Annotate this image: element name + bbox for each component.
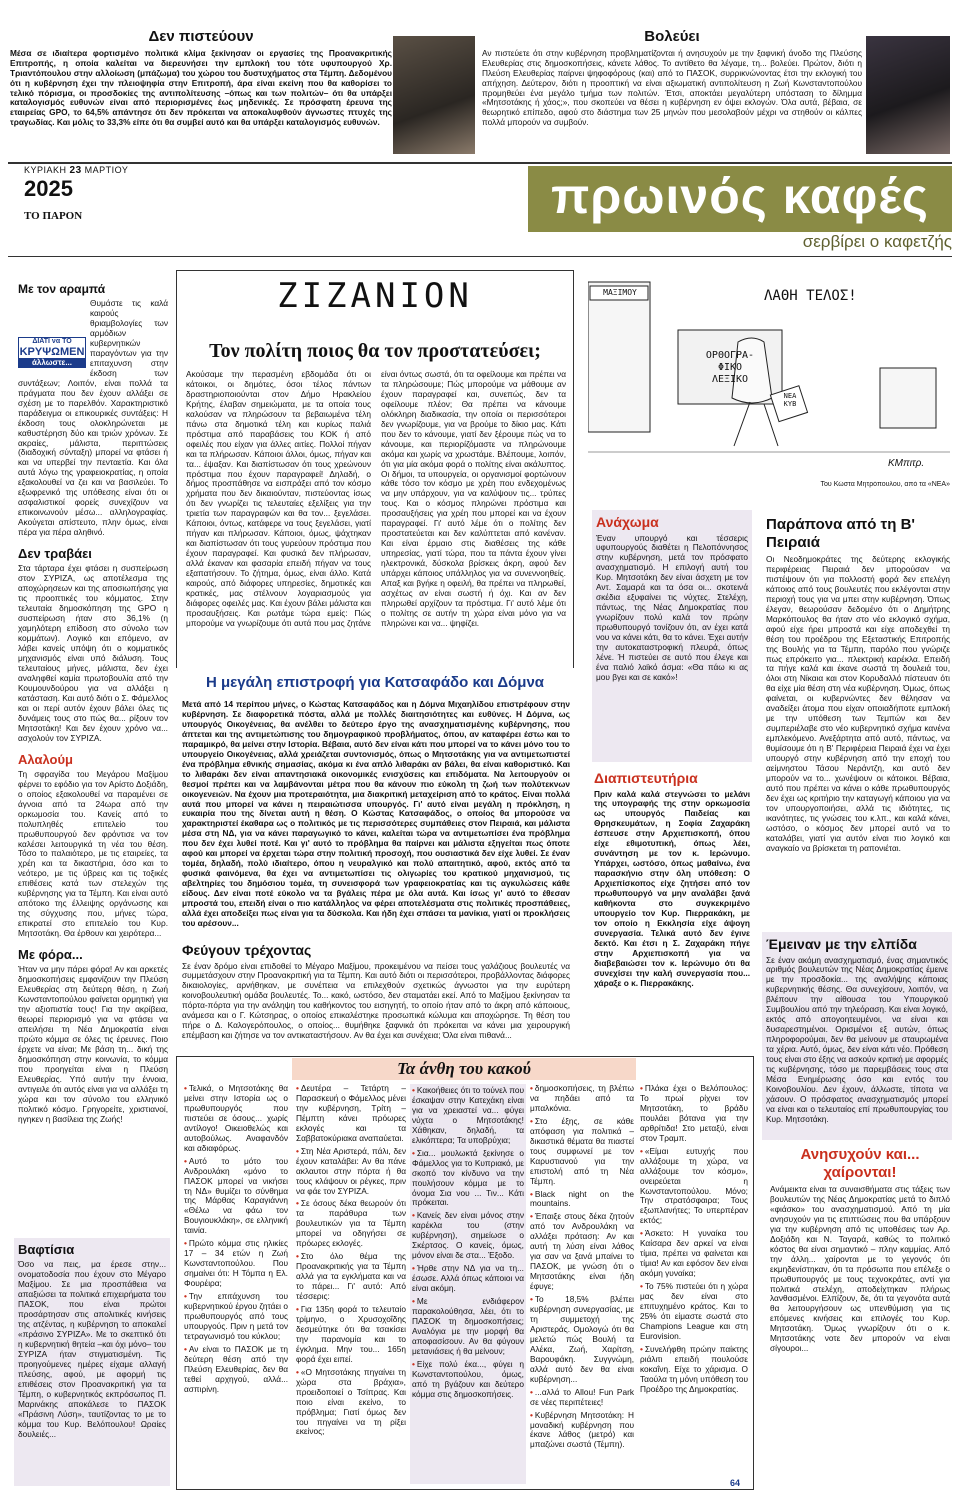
anthi-item: • Με ενδιάφερον παρακολούθησα, λέει, ότι το ΠΑΣΟΚ τη δημοσκοπήσεις; Αναλόγια με την μορφή θα αποφασίσουν. Αν θα φύγουν μετανιάσεις ή θα μείνουν;	[412, 1297, 524, 1357]
anthi-item: • Αν είναι το ΠΑΣΟΚ με τη δεύτερη θέση από την Πλεύση Ελευθερίας, δεν θα τεθεί αρχηγού, αλλά... ασπιρίνη.	[184, 1345, 288, 1395]
masthead-year: 2025	[24, 175, 73, 201]
cartoon-bag-line: ΝΕΑ	[783, 392, 797, 400]
cartoon-bag-line: ΚΥΒ	[783, 400, 797, 409]
anthi-title-bar	[292, 1058, 636, 1080]
parapona-column	[766, 516, 950, 916]
section-title: Έμειναν με την ελπίδα	[766, 936, 917, 952]
zizanion-headline: Τον πολίτη ποιος θα τον προστατεύσει;	[209, 340, 541, 362]
masthead-month: ΜΑΡΤΙΟΥ	[84, 165, 129, 175]
anthi-item: • Ήρθε στην ΝΔ για να τη... έσωσε. Αλλά όπως κάποιοι να είναι ακόμη.	[412, 1264, 524, 1294]
section-title: Ανάχωμα	[596, 514, 659, 530]
anthi-item: • «Ο Μητσοτάκης πηγαίνει τη χώρα στα βράχια», προειδοποιεί ο Τσίπρας. Και ποιο είναι εκείνο, το πρόβλημα; Γιατί όμως δεν του πηγαίνει να τη ρίξει εκείνος;	[296, 1368, 406, 1438]
cartoon-book-line: ΛΕΞΙΚΟ	[711, 374, 749, 385]
page-number: 64	[730, 1478, 741, 1488]
section-text: Στα τάρταρα έχει φτάσει η συσπείρωση στον ΣΥΡΙΖΑ, ως αποτέλεσμα της αποχώρησεων και της αποσιωπήσης για τις προοπτικές του κόμματος. Στην τελευταία δημοσκόπηση της GPO η συσπείρωση ήταν στο 36,1% (η χαμηλότερη επίδοση στο σύνολο των κομμάτων). Λογικό και επόμενο, αν λάβει κανείς υπόψη ότι ο κομματικός μηχανισμός είναι υπό διάλυση. Τους τελευταίους μήνες, μάλιστα, δεν έχει αναληφθεί καμία πρωτοβουλία από την Κουμουνδούρου για να αλλάξει η κατάσταση. Και αυτό διότι ο Σ. Φάμελλος και οι περί αυτόν έχουν βάλει όλες τις δυνάμεις τους στο πώς θα... ρίξουν τον Μητσοτάκη! Και δεν έχουν χρόνο να... ασχολούν τον ΣΥΡΙΖΑ.	[18, 563, 168, 743]
anthi-item: • Στη Νέα Αριστερά, πάλι, δεν έχουν καταλάβει: Αν θα πάνε ακλαυτοι στην πόρτα ή θα τους κλάψουν οι ρέγκες, πριν να φάε τον ΣΥΡΙΖΑ.	[296, 1147, 406, 1197]
anthi-column-4	[530, 1084, 634, 1484]
section-text: Οι Νεοδημοκράτες της δεύτερης εκλογικής περιφέρειας Πειραιά δεν μπορούσαν να πιστέψουν ότι για πολλοστή φορά δεν επελέγη κάποιος από τους βουλευτές που εκλέγονται στην περιοχή τους για να μπει στην κυβέρνηση. Όπως έλεγαν, θεωρούσαν δεδομένο ότι ο Δημήτρης Μαρκόπουλος θα ήταν στο νέο εκλογικό σχήμα, αφού είχε ήρει μπροστά και είχε αποδεχθεί τη θέση του προέδρου της Εξεταστικής Επιτροπής της Βουλής για τα Τέμπη, παρόλο που γνώριζε πως επρόκειτο για... πλεκτρική καρέκλα. Επειδή τα πήγε καλά και έκανε σωστά τη δουλειά του, όλοι στη Νίκαια και στον Κορυδαλλό πίστευαν ότι θα είχε μία θέση στη νέα κυβέρνηση. Όμως, όπως φαίνεται, οι κυβερνώντες δεν θέλησαν να αναδείξει άτομα που είχαν οποιαδήποτε εμπλοκή με την υπόθεση των Τεμπών και δεν συμπεριέλαβε στο νέο κυβερνητικό σχήμα κανένα εμπλεκόμενο. Ανεξάρτητα από αυτό, πάντως, να θυμίσουμε ότι η Β' Περιφέρεια Πειραιά έχει να έχει υπουργό στην κυβέρνηση από την εποχή του αείμνηστου Τάσου Νεράντζη, και αυτό δεν μπορούν να το... χωνέψουν οι κάτοικοι. Βέβαια, αυτό που πρέπει να κάνει ο κάθε πρωθυπουργός δεν έχει ως κριτήριο την καταγωγή κάποιου για να τον υπουργοποιήσει, αλλά τις ιδιότητες, τις ικανότητες, τις γνώσεις του κ.λπ., και καλά κάνει, ωστόσο, ο κόσμος δεν μπορεί αυτό να το καταλάβει, γιατί για αυτόν είναι πιο λογικό και αναγκαίο να βρίσκεται τη ραπονιέται.	[766, 554, 950, 853]
anthi-item: • Κανείς δεν είναι μόνος στην καρέκλα του (στην κυβέρνηση), σημείωσε ο Σκέρτσος. Ο κανείς, όμως, μόνον είναι δε στα... Έξοδο.	[412, 1211, 524, 1261]
section-text: Όσο να πεις, μα έρεσε στην... ονοματοδοσία που έχουν στο Μέγαρο Μαξίμου. Σε μια προσπάθεια να απαξιώσει τα πολιτικά επιχειρήματα του ΠΑΣΟΚ, που είναι πρώτοι προσάρτησαν στις απολιτικές κινήσεις της ατζέντας, η κυβέρνηση το αποκαλεί «πράσινο ΣΥΡΙΖΑ». Με το σκεπτικό ότι η κυβερνητική θητεία –και όχι μόνο– του ΣΥΡΙΖΑ ήταν στιγματισμένη. Τις προηγούμενες ημέρες είχαμε αλλαγή πλεύσης, αφού, με αφορμή τις επιθέσεις στον Προανακριτική για τα Τέμπη, ο κυβερνητικός εκπρόσωπος Π. Μαρινάκης αποκάλεσε το ΠΑΣΟΚ «Πράσινη Λύση», ταυτίζοντας το με το κόμμα του Κυρ. Βελόπουλου! Ωραίες δουλειές...	[18, 1259, 166, 1439]
section-title: Δεν πιστεύουν	[148, 28, 254, 45]
anthi-item: • «Είμαι ευτυχής που αλλάξουμε τη χώρα, να αλλάξουμε τον κόσμο», ονειρεύεται η Κωνσταντοπούλου. Μόνο; Την στρατόσφαιρα; Τους εξωπλανήτες; Το υπερπέραν εκτός;	[640, 1147, 748, 1227]
section-text: Έναν υπουργό και τέσσερις υφυπουργούς διαθέτει η Πελοπόννησος στην κυβέρνηση, μετά τον πρόσφατο ανασχηματισμό. Η επιλογή αυτή του Κυρ. Μητσοτάκη δεν είναι άσχετη με τον Αντ. Σαμαρά και τα όσα οι... σκοτεινά σκέδια εξυφαίνει τις νύχτες. Στελέχη, πάντως, της Νέας Δημοκρατίας που γνωρίζουν πολύ καλά τον πρώην πρωθυπουργό τονίζουν ότι, αν έχει κατά νου να κάνει κάτι, θα το κάνει. Έχει αυτήν την αυτοκαταστροφική πλευρά, όπως λένε. Ή πιστεύει σε αυτό που έλεγε και ένα παλιό λαϊκό άσμα: «Θα πάω κι ας μου βγει και σε κακό»!	[596, 532, 748, 682]
masthead-banner	[528, 166, 952, 232]
section-title: Αλαλούμ	[18, 751, 73, 767]
section-text: Τη σφραγίδα του Μεγάρου Μαξίμου φέρνει το εφόδιο για τον Αρίστο Δοξιάδη, ο οποίος εξακολουθεί να παραμένει σε άγνοια από τα 24ωρα από την ορκωμοσία του. Κανείς από το πολυπληθές επιτελείο του πρωθυπουργού δεν φρόντισε να τον καλέσει λειτουργικά τη νέα του θέση. Τόσο το παλαιότερο, με τις εταιρείες, τα χρέη και τα δικαστήρια, όσο και το νεότερο, με τις ύβρεις και τις τοξικές επιθέσεις κατά των στελεχών της κυβέρνησης για τα Τέμπη. Και είναι αυτό απότοκο της έλλειψης οργάνωσης και της σύγχυσης που, μήνες τώρα, επικρατεί στο επιτελείο του Κυρ. Μητσοτάκη. Θα έρθουν και χειρότερα...	[18, 768, 168, 939]
masthead-title: πρωινός καφές	[551, 168, 929, 224]
anthi-item: • Το 75% πιστεύει ότι η χώρα μας δεν είναι στο επιτυχημένο κράτος. Και το 25% ότι είμαστε σωστά στο Champions League και στη Eurovision.	[640, 1282, 748, 1342]
masthead-day: ΚΥΡΙΑΚΗ	[24, 165, 67, 175]
section-text: Μέσα σε ιδιαίτερα φορτισμένο πολιτικά κλίμα ξεκίνησαν οι εργασίες της Προανακριτικής Επιτροπής, η οποία καλείται να διερευνήσει την εμπλοκή του τότε υφυπουργού Χρ. Τριαντόπουλου στην αλλοίωση (μπάζωμα) του χώρου του δυστυχήματος στα Τέμπη. Δεδομένου ότι η κυβέρνηση έχει την πλειοψηφία στην Επιτροπή, άρα είναι εκείνη που θα καθορίσει το τελικό πόρισμα, οι προσδοκίες της αντιπολίτευσης –όπως και των πολιτών– ότι θα υπάρξει καταλογισμός ευθυνών είναι από περιορισμένες έως μηδενικές. Σε πρόσφατη έρευνα της εταιρείας GPO, το 64,5% απάντησε ότι δεν πρόκειται να αποκαλυφθούν άγνωστες πτυχές της τραγωδίας. Και μόλις το 33,3% είπε ότι θα συμβεί αυτό και θα υπάρξει καταλογισμός ευθυνών.	[10, 47, 392, 128]
anthi-item: • Στο όλο θέμα της Προανακριτικής για τα Τέμπη αλλά για τα εγκλήματα και να το πάρει... Γι' αυτό: Από τέσσερις:	[296, 1252, 406, 1302]
cartoon-panel	[588, 272, 950, 478]
anthi-item: • Κυβέρνηση Μητσοτάκη: Η μοναδική κυβέρνηση που έκανε λάθος (μετρό) και μπαζώνει σωστά (Τέμπη).	[530, 1411, 634, 1451]
anthi-item: • Την επιτάχυνση του κυβερνητικού έργου ζητάει ο πρωθυπουργός από τους υπουργούς. Πριν η μετά τον τετραγωνισμό του κύκλου;	[184, 1292, 288, 1342]
baptism-box	[14, 1238, 170, 1486]
cartoon-sign: ΜΑΞΙΜΟΥ	[603, 288, 637, 297]
photo-politician-man	[393, 36, 475, 154]
anthi-item: • δημοσκοπήσεις, τη βλέπω να πηδάει από τα μπαλκόνια.	[530, 1084, 634, 1114]
cartoon-book-line: ΦΙΚΟ	[717, 362, 743, 373]
katsafados-body: Μετά από 14 περίπου μήνες, ο Κώστας Κατσαφάδος και η Δόμνα Μιχαηλίδου επιστρέφουν στην κυβέρνηση. Σε διαφορετικά πόστα, αλλά με πολλές διαιτησιότητες και ευθύνες. Η Δόμνα, ως υπουργός Οικογένειας, θα ανέλθει το δεύτερο έργο της ανασχηματισμένης κυβέρνησης, που άπτεται και της αντιμετώπισης του δημογραφικού προβλήματος, όπου, αν καταφέρει έστω και το παραμικρό, θα μείνει στην Ιστορία. Βέβαια, αυτό δεν είναι κάτι που μπορεί να το κάνει μόνο του το υπουργείο Οικογένειας, αλλά χρειάζεται συντονισμός, όπως ο Μητσοτάκης για να αντιμετωπιστεί ένα πρόβλημα εθνικής σημασίας, ακόμα κι ένα απλό λιθαράκι αν βάλει, θα είναι καθοριστικό. Και το λιθαράκι δεν είναι απαντησιακά οικονομικές ενισχύσεις και επιδόματα. Να λειτουργούν οι θεσμοί πρέπει και να λαμβάνονται μέτρα που θα κάνουν πιο εύκολη τη ζωή των πολύτεκνων οικογενειών. Να έχουν μια προτεραιότητα, μια διακριτική μεταχείριση από το κράτος. Είναι πολλά αυτά που μπορεί να κάνει η πειραιώτισσα υπουργός. Γι' αυτό είναι μεγάλη η πρόκληση, η ευκαιρία που της δίνεται αυτή η θέση. Ο Κώστας Κατσαφάδος, ο οποίος θα μπορούσε να χαρακτηριστεί έκαθαρα ως ο πολιτικός με τις περισσότερες συμπάθειες στον Πειραιά, και μάλιστα μέσα στη ΝΔ, για να κάνει παραγωγικό το κάνει, καλείται τώρα να αντιμετωπίσει ένα πρόβλημα που δεν έχει λυθεί ποτέ. Και γι' αυτό το πρόβλημα θα παίρνει και μάλιστα εξηγείται πως όποτε αφού και μπορεί να έρχεται τώρα στην πολιτική προσοχή, που ουσιαστικά δεν είχε λυθεί. Σε έναν τομέα, δηλαδή, πολύ ιδιαίτερο, όπου η νευραλγικό και πολύ απαιτητικό, αφού, εκτός από τα φυσικά φαινόμενα, θα έχει να αντιμετωπίσει τις ολιγωρίες του κρατικού μηχανισμού, τις αβελτηρίες του δημόσιου τομέα, τη συνεισφορά των γραφειοκρατίας και τις αγκυλώσεις κάθε είδους. Δεν είναι ποτέ εύκολο να τα βγάλεις πέρα με όλα αυτά. Και ίσως γι' αυτό το έθεσαν μπροστά του, επειδή είναι ο πιο κατάλληλος να φέρει αποτελέσματα στις πολιτικές προσπάθειες, αλλά έχει αποδείξει πως είναι για τα δύσκολα. Και ήδη έχει σπάσει τα μανίκια, γιατί οι προκλήσεις του αρέσουν...	[182, 700, 570, 928]
section-text: Σε έναν ακόμη ανασχηματισμό, ένας σημαντικός αριθμός βουλευτών της Νέας Δημοκρατίας έμεινε με την προσδοκία... της αναλήψης κάποιας κυβερνητικής θέσης. Θα συνεχίσουν, λοιπόν, να βλέπουν την αίθουσα του Υπουργικού Συμβουλίου από την τηλεόραση. Και είναι λογικό, εκτός από απογοητευμένοι, να είναι και δυσαρεστημένοι. Ορισμένοι εξ αυτών, όπως πληροφορούμαι, δεν θα μείνουν με σταυρωμένα τα χέρια. Αυτό, όμως, δεν είναι κάτι νέο. Πρόθεση τους είναι στο έξης να ασκούν κριτική με αφορμές τις κυβέρνησης, τόσο με παρεμβάσεις τους στα Μέσα Ενημέρωσης όσο και εντός του Κοινοβουλίου. Δεν έχουν, άλλωστε, τίποτα να χάσουν. Ο πρόσφατος ανασχηματισμός μπορεί να είναι και ο τελευταίος επί πρωθυπουργίας του Κυρ. Μητσοτάκη.	[766, 954, 948, 1124]
cartoon-bag	[776, 392, 804, 418]
anthi-title: Τα άνθη του κακού	[397, 1059, 531, 1078]
section-title: Φεύγουν τρέχοντας	[182, 942, 312, 958]
badge-line-2: ΚΡΥΨΩΜΕΝ	[19, 345, 85, 358]
cartoon-speech: ΛΑΘΗ ΤΕΛΟΣ!	[764, 288, 857, 304]
cartoon-signature: ΚΜπιτρ.	[888, 458, 925, 469]
section-title: Ανησυχούν και... χαίρονται!	[800, 1146, 920, 1181]
cartoon-book	[686, 350, 774, 394]
section-title: Δεν τραβάει	[18, 546, 92, 562]
anthi-item: • Σια... μουλωκτά ξεκίνησε ο Φάμελλος για το Κυπριακό, με σκοπό τον κίνδυνο να την πουλήσουν κόμμα με το όνομα Σια νου ... Τιν... Κάτι πρόκειται.	[412, 1149, 524, 1209]
masthead-subtitle: σερβίρει ο καφετζής	[802, 232, 952, 251]
section-body: Θυμάστε τις καλά καιρούς θριαμβολογίες των αρμόδιων κυβερνητικών παραγόντων για την επιταχυνση στην έκδοση των συντάξεων; Λοιπόν, είναι πολλά τα πράγματα που δεν έχουν αλλάξει σε σχέση με το παρελθόν. Χαρακτηριστικό παράδειγμα οι επικουρικές συντάξεις: Η έκδοση τους ολοκληρώνεται με καθυστέρηση δύο και τριών χρόνων. Σε ακραίες, μάλιστα, περιπτώσεις (διαδοχική σύνταξη) μπορεί να φτάσει ή και να υπερβεί την πενταετία. Και όλα αυτά λόγω της γραφειοκρατίας, η οποία εξακολουθεί να ζει και να βασιλεύει. Το εξωφρενικό της υπόθεσης είναι ότι οι ασφαλιστικοί φορείς συνεχίζουν να επικοινωνούν μέσω... αλληλογραφίας. Ακούγεται απίστευτο, πλην όμως, είναι πέρα για πέρα αληθινό.	[18, 298, 168, 538]
anthi-item: • ...αλλά το Allou! Fun Park σε νέες περιπέτειες!	[530, 1388, 634, 1408]
anthi-item: • Black night on the mountains.	[530, 1190, 634, 1210]
masthead-paper: ΤΟ ΠΑΡΟΝ	[24, 209, 83, 222]
top-left-column	[10, 28, 392, 158]
section-text: Ανάμεικτα είναι τα συναισθήματα στις τάξεις των βουλευτών της Νέας Δημοκρατίας μετά το διπλό «φιάσκο» του ανασχηματισμού. Από τη μία ανησυχούν για τις επιπτώσεις που θα υπάρξουν για την κυβέρνηση από τις υποθέσεις των Αρ. Δοξιάδη και Ν. Ταγαρά, καθώς το πολιτικό κόστος θα είναι σημαντικό – πλην καμμίας. Από την άλλη... χαίρονται με το γεγονός ότι εκμηδενίστηκαν, ότι τα πρόσωπα που επέλεξε ο πρωθυπουργός με τους τεχνοκράτες, αντί για πολιτικά στελέχη, αποδείχτηκαν πλήρως λανθασμένοι. Ελπίζουν, δε, ότι τα γεγονότα αυτά θα λειτουργήσουν ως υπενθύμιση για τις επόμενες κινήσεις και επιλογές του Κυρ. Μητσοτάκη. Όμως γνωρίζουν ότι ο κ. Μητσοτάκης νοτε δεν μπορούν να είναι σίγουροι...	[770, 1184, 950, 1354]
section-title: Με τον αραμπά	[18, 282, 106, 296]
badge-hide-it	[18, 337, 86, 368]
masthead-rule	[8, 162, 952, 164]
anthi-item: • Τελικά, ο Μητσοτάκης θα μείνει στην Ιστορία ως ο πρωθυπουργός που πιστεύει σε όσους... χωρίς αντίλογο! Οικειοθελώς και αυτοβούλως. Αναφανδόν και αδιαφόρως.	[184, 1084, 288, 1154]
anthi-item: • Κακοήθειες ότι το τούνελ που έσκαψαν στην Κατεχάκη είναι για να χρειαστεί να... φύγει νύχτα ο Μητσοτάκης! Χάθηκαν, δηλαδή, τα ελικόπτερα; Τα υποβρύχια;	[412, 1086, 524, 1146]
section-text: Ήταν να μην πάρει φόρα! Αν και αρκετές δημοσκοπήσεις εμφανίζουν την Πλεύση Ελευθερίας στη δεύτερη θέση, η Ζωή Κωνσταντοπούλου φαίνεται ορμητική για την αξιοπιστία τους! Για την ακρίβεια, θεωρεί περιορισμό για να φτάσει να απειλήσει τη Νέα Δημοκρατία είναι πρώτο κόμμα σε όλες τις έρευνες. Ποιο έρχετε να είναι; Με βάση τη... δική της δημοσκόπηση στην κοινωνία, το κόμμα που προηγείται είναι η Πλεύση Ελευθερίας. Υπό αυτήν την έννοια, αντιγειλε ότι αυτός είναι για να αλλάξει τη χώρα και τον σύνολο του ελληνικό πολιτικό κόσμο. Γρηγορείτε, χριστιανοί, ηγηκεν η βασίλεια της Ζωής!	[18, 964, 168, 1124]
section-text: Αν πιστεύετε ότι στην κυβέρνηση προβληματίζονται ή ανησυχούν με την ξαφνική άνοδο της Πλεύσης Ελευθερίας στις δημοσκοπήσεις, κάνετε λάθος. Το αντίθετο θα λέγαμε, τη... βολεύει. Πρώτον, διότι η Πλεύση Ελευθερίας παίρνει ψηφοφόρους (και) από το ΠΑΣΟΚ, συρρικνώνοντας έτσι την εκλογική του απήχηση. Δεύτερον, διότι η προοπτική να είναι αξιωματική αντιπολίτευση η Ζωή Κωνσταντοπούλου προμηθεύει ένα μεγάλο τμήμα των πολιτών. Έτσι, αποκτάει μεγαλύτερη υπόσταση το δίλημμα «Μητσοτάκης ή χάος;», που σκοπεύει να θέσει η κυβέρνηση εν όψει εκλογών. Όλα αυτά, βέβαια, σε θεωρητικό επίπεδο, αφού στο διάστημα των 25 μηνών που μεσολαβούν μέχρι να στηθούν οι κάλπες πολλά μπορούν να συμβούν.	[482, 47, 862, 128]
anisyxoun-column	[770, 1146, 950, 1486]
left-column	[18, 282, 168, 1232]
section-text: Πριν καλά καλά στεγνώσει το μελάνι της υπογραφής της στην ορκωμοσία ως υπουργός Παιδείας και Θρησκευμάτων, η Σοφία Ζαχαράκη έσπευσε στην Αρχιεπισκοπή, όπου είχε εθιμοτυπική, όπως λέει, συνάντηση με τον κ. Ιερώνυμο. Υπάρχει, ωστόσο, όπως μαθαίνω, ένα παρασκήνιο στην όλη υπόθεση: Ο Αρχιεπίσκοπος είχε ζητήσει από τον πρωθυπουργό να μην αναλάβει ξανά καθήκοντα στο συγκεκριμένο υπουργείο τον Κυρ. Πιερρακάκη, με τον οποίο η Εκκλησία είχε άψογη συνεργασία. Τελικά αυτό δεν έγινε δεκτό. Και έτσι η Σ. Ζαχαράκη πήγε στην Αρχιεπισκοπή για να διαβεβαιώσει τον κ. Ιερώνυμο ότι θα συνεχίσει την καλή συνεργασία που... χάραξε ο κ. Πιερρακάκης.	[594, 788, 750, 988]
section-title: Παράπονα από τη Β' Πειραιά	[766, 516, 915, 551]
section-title: Με φόρα...	[18, 947, 83, 963]
section-title: Βολεύει	[644, 28, 700, 45]
anthi-item: • Για 135η φορά το τελευταίο τρίμηνο, ο Χρυσοχοΐδης δεσμεύτηκε ότι θα τσακίσει την παρανομία και το έγκλημα. Μην του... 165η φορά έχει ειπεί.	[296, 1305, 406, 1365]
anthi-column-5	[640, 1084, 748, 1484]
anthi-item: • Δευτέρα – Τετάρτη – Παρασκευή ο Φάμελλος μένει την κυβέρνηση, Τρίτη – Πέμπτη κάνει πρόωρες εκλογές και τα Σαββατοκύριακα αναπαύεται.	[296, 1084, 406, 1144]
cartoon-book-line: ΟΡΘΟΓΡΑ-	[705, 350, 755, 361]
anthi-item: • Αυτό το μότο του Ανδρουλάκη «μόνο το ΠΑΣΟΚ μπορεί να νικήσει τη ΝΔ» θυμίζει το σύνθημα της Μάρθας Καραγιάννη «Θέλω να φάω τον Βουγιουκλάκη», σε ελληνική ταινία.	[184, 1157, 288, 1237]
anthi-item: • Έπαιξε στους δέκα ζητούν από τον Ανδρουλάκη να αλλάξει πρόταση: Αν και αυτή τη λύση είναι λάθος για σαν να ξανά μπαίνει το ΠΑΣΟΚ, με γνώση ότι ο Μητσοτάκης είναι ήδη έφυγε;	[530, 1212, 634, 1292]
feugoun-column	[182, 942, 570, 1056]
anthi-item: • Πρώτο κόμμα στις ηλικίες 17 – 34 ετών η Ζωή Κωνσταντοπούλου. Που σημαίνει ότι: Η Τόμπα η Ελ. Φουρέιρα;	[184, 1239, 288, 1289]
masthead-date-num: 23	[69, 165, 82, 176]
section-text	[18, 299, 168, 538]
anthi-item: • Συνελήφθη πρώην παίκτης ριάλιτι επειδή πουλούσε κοκαΐνη. Είχε το χάρισμα. Ο Ταούλα τη μόνη υπόθεση του Προέδρο της Δημοκρατίας.	[640, 1345, 748, 1395]
emeiname-box	[762, 932, 952, 1140]
section-title: Διαπιστευτήρια	[594, 770, 698, 786]
anaxoma-box	[592, 510, 752, 762]
section-text: Σε έναν δρόμο είναι επιδοθεί το Μέγαρο Μαξίμου, προκειμένου να πείσει τους γαλάζιους βουλευτές να συμμετάσχουν στην Προανακριτική για τα Τέμπη. Και αυτό διότι οι περισσότεροι, προβάλλοντας διάφορες δικαιολογίες, αρνήθηκαν, με συνέπεια να επιλεχθούν σχετικώς άγνωστοι για την ευρύτερη κοινοβουλευτική ομάδα βουλευτές. Το... κακό, ωστόσο, δεν σταματάει εκεί. Από το Μαξίμου ξεκίνησαν τα πόρτα-πόρτα για την ανάληψη του καθήκοντος του εισηγητή, το οποίο ήταν από το άκρη από κάποιους, ανάμεσα και ο Γ. Κώτσηρας, ο οποίος επικαλέστηκε προσωπικά κώλυμα και αποχώρησε. Τη θέση του πήρε ο Δ. Καλογερόπουλος, ο οποίος... θυμήθηκε ξαφνικά ότι πρόκειται να κάνει μια χειρουργική επέμβαση και ζήτησε να τον αντικαταστήσουν. Αν θα έχει και συνέχεια; Όλα είναι πιθανά...	[182, 960, 570, 1041]
anthi-column-2	[296, 1084, 406, 1484]
badge-line-3: άλλωστε...	[19, 358, 85, 368]
masthead-rule-bottom	[8, 256, 952, 257]
section-title: Βαφτίσια	[18, 1242, 75, 1257]
photo-politician-woman	[866, 36, 950, 154]
anthi-column-1	[184, 1084, 288, 1484]
anthi-item: • Το 18,5% βλέπει κυβέρνηση συνεργασίας, με τη συμμετοχή της Αριστεράς. Ομολογώ ότι θα μελετώ πώς Βουλή τα Αλέκα, Ζωή, Χαρίτση, Βαρουφάκη. Συγγνώμη, αλλά αυτό δεν θα είναι κυβέρνηση...	[530, 1295, 634, 1385]
zizanion-logo: ΖΙΖΑΝΙΟΝ	[277, 276, 473, 314]
diapisteutiria-column	[594, 770, 750, 1034]
anthi-item: • Σε όσους δέκα θεωρούν ότι τα παράθυρα των βουλευτικών για τα Τέμπη μπορεί να οδηγήσει σε πρόωρες εκλογές.	[296, 1199, 406, 1249]
badge-line-1: ΔΙΑΤΙ να ΤΟ	[32, 338, 72, 346]
anthi-item: • Είχε πολύ έκα..., φύγει η Κωνσταντοπούλου, όμως, από τη βγάζουν και δεύτερο κόμμα στις δημοσκοπήσεις.	[412, 1360, 524, 1400]
top-right-column	[482, 28, 862, 158]
masthead-date	[24, 165, 174, 235]
katsafados-headline: Η μεγάλη επιστροφή για Κατσαφάδο και Δόμνα	[205, 674, 545, 691]
anthi-item: • Πλάκα έχει ο Βελόπουλος: Το πρωί ρίχνει τον Μητσοτάκη, το βράδυ πουλάει βότανα για την αρθρίτιδα! Στο μεταξύ, είναι στον Τραμπ.	[640, 1084, 748, 1144]
anthi-column-3	[410, 1084, 526, 1484]
anthi-item: • Στο έξης, σε κάθε απόφαση για πολιτικά – δικαστικά θέματα θα πιαστεί τους συμφωνεί με τον Καρυστιανού για την επιστολή από τη Νέα Τέμπη.	[530, 1117, 634, 1187]
anthi-item: • Άσκετο: Η γυναίκα του Καίσαρα δεν αρκεί να είναι τίμια, πρέπει να φαίνεται και τίμια! Αν και εφόσον δεν είναι ακόμη γυναίκα;	[640, 1229, 748, 1279]
zizanion-body: Ακούσαμε την περασμένη εβδομάδα ότι οι κάτοικοι, οι δημότες, όσοι τέλος πάντων δραστηριοποιούνται στον Δήμο Ηρακλείου Κρήτης, έλαβαν σημειώματα, με τα οποία τους καλούσαν να πληρώσουν τα βεβαιωμένα τέλη πάνω στα δημοτικά τέλη και κυρίως παλιά πρόστιμα από παραβάσεις του ΚΟΚ ή από οφειλές που είχαν για άλλες αιτίες. Πολλοί πήγαν και τα πλήρωσαν. Κάποιοι άλλοι, όμως, πήγαν και τα... έψαξαν. Και διαπίστωσαν ότι τους χρεώνουν πρόστιμα που έχουν παραγραφεί! Δηλαδή, ο δήμος προσπάθησε να εισπράξει από τον κόσμο χρήματα που δεν δικαιούνταν, πιστεύοντας ίσως ότι δεν γνωρίζει τις τελευταίες εξελίξεις για την τριετία των παραγραφών και θα τον... ξεγελάσει. Κάποιοι, όντως, κατάφερε να τους ξεγελάσει, γιατί πήγαν και πλήρωσαν. Κάποιοι, όμως, ψάχτηκαν και διαπίστωσαν ότι τους γυρεύουν πρόστιμα που έχουν παραγραφεί. Και φυσικά δεν πλήρωσαν, αλλά έκαναν και φασαρία επειδή πήγαν να τους εξαπατήσουν. Το ζήτημα, όμως, είναι άλλο. Κατά καιρούς, από διάφορες υπηρεσίες, δημοτικές και κρατικές, μας στέλνουν λογαριασμούς για διάφορες οφειλές μας. Και έχουν βάλει μάλιστα και προσαυξήσεις. Και ρωτάμε τώρα εμείς: Πώς μπορούμε να γνωρίζουμε ότι αυτά που μας ζητάνε είναι όντως σωστά, ότι τα οφείλουμε και πρέπει να τα πληρώσουμε; Πώς μπορούμε να μάθουμε αν έχουν παραγραφεί και, συνεπώς, δεν τα οφείλουμε πλέον; Θα πρέπει να κάνουμε ολόκληρη διαδικασία, την οποία οι περισσότεροι δεν γνωρίζουμε, για να βρούμε το δίκιο μας. Κάτι που δεν το κάνουμε, γιατί δεν ξέρουμε πώς να το κάνουμε, και περιορίζόμαστε να πληρώνουμε ακόμα και χωρίς να χρωστάμε. Βλέπουμε, λοιπόν, ότι για μία ακόμα φορά ο πολίτης είναι ακάλυπτος. Οι δήμοι, τα υπουργεία, οι οργανισμοί φορτώνουν κάθε τόσο τον κόσμο με χρέη που ενδεχομένως να μην υπάρχουν, για να καλύψουν τις... τρύπες τους. Και ο κόσμος πληρώνει πρόστιμα και προσαυξήσεις για χρέη που μπορεί και να έχουν παραγραφεί. Γι' αυτό λέμε ότι ο πολίτης δεν προστατεύεται και δεν καλύπτεται από κανέναν. Και είναι έρμαιο στις διαθέσεις της κάθε υπηρεσίας, γιατί τώρα, που τα πάντα έχουν γίνει ηλεκτρονικά, δύσκολα βρίσκεις άκρη, αφού δεν υπάρχει κάποιος υπάλληλος για να συνεννοηθείς. Απαξ και βγήκε η οφειλή, θα πρέπει να πληρωθεί, ασχέτως αν είναι σωστή ή όχι. Και αν δεν πληρωθεί αρχίζουν τα πρόστιμα. Γι' αυτό λέμε ότι ο πολίτης σε αυτήν τη χώρα είναι μόνο για να πληρώνει και να... ψηφίζει.	[186, 370, 566, 628]
cartoon-caption: Του Κώστα Μητρόπουλου, από τα «ΝΕΑ»	[820, 481, 950, 488]
